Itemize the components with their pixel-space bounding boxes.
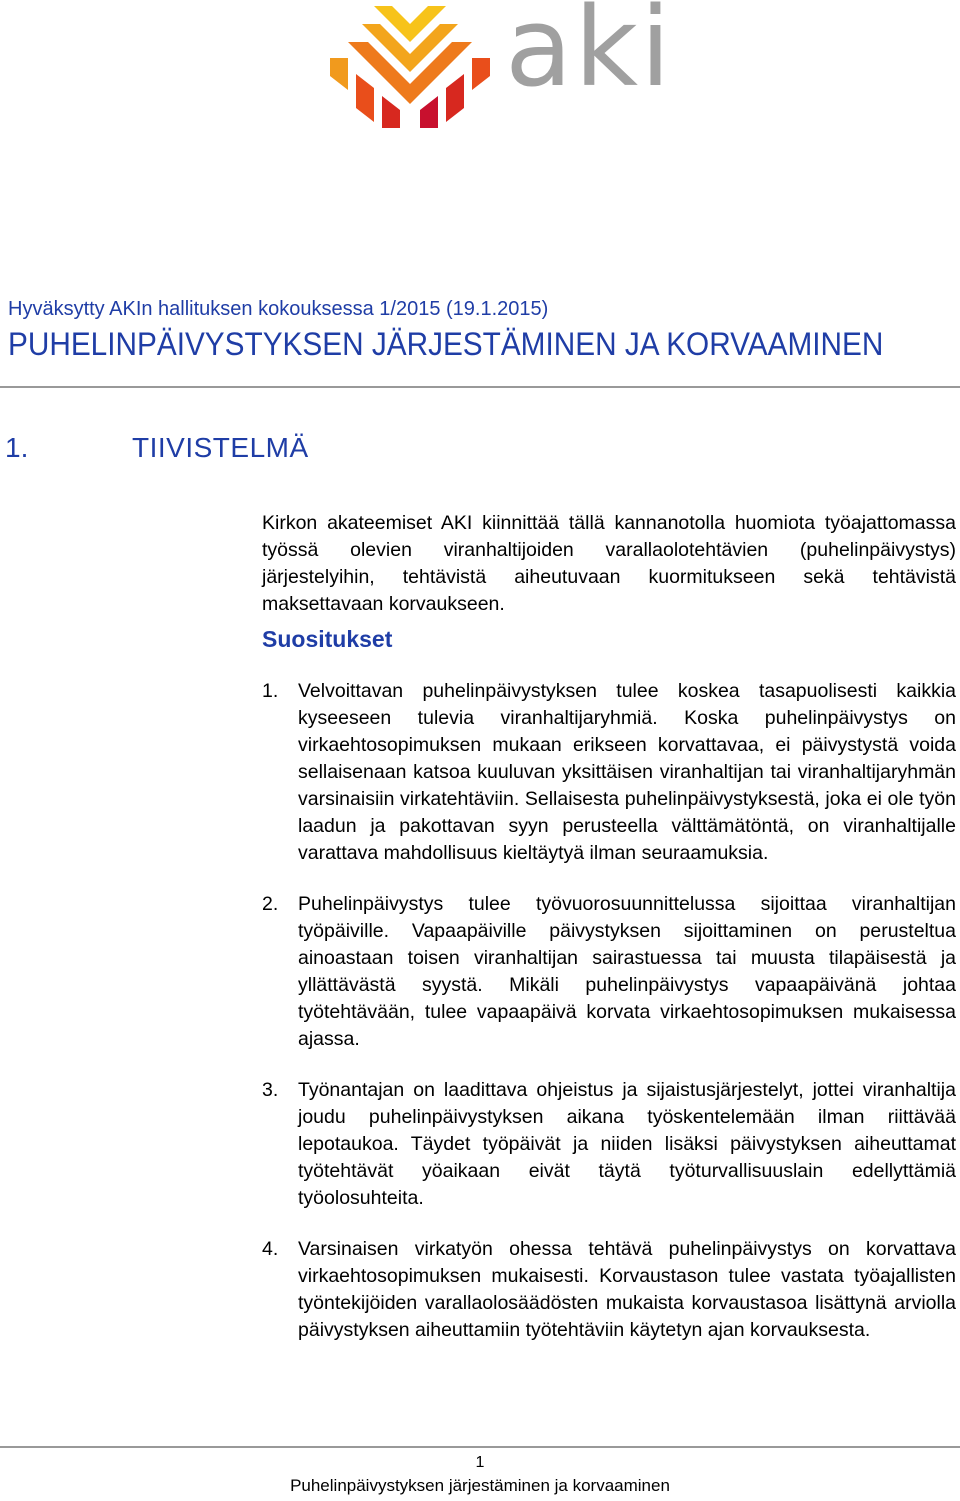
page-number: 1 <box>475 1454 485 1471</box>
list-item-number: 1. <box>262 680 279 702</box>
list-item <box>262 678 956 867</box>
list-item <box>262 891 956 1053</box>
section-title: TIIVISTELMÄ <box>132 432 309 463</box>
approval-note: Hyväksytty AKIn hallituksen kokouksessa 1/2015 (19.1.2015) <box>8 298 549 320</box>
aki-logo-wordmark: aki <box>505 0 673 111</box>
list-item-number: 4. <box>262 1238 279 1260</box>
footer-divider <box>0 1446 960 1448</box>
list-item <box>262 1077 956 1212</box>
list-item <box>262 1236 956 1344</box>
aki-logo-mark-icon <box>330 4 490 128</box>
list-item-text: Velvoittavan puhelinpäivystyksen tulee koskea tasapuolisesti kaikkia kyseeseen tulevia viranhaltijaryhmiä. Koska puhelinpäivystys on virkaehtosopimuksen mukaan erikseen korvattavaa, ei päivystystä voida sellaisenaan katsoa kuuluvan yksittäisen viranhaltijan tai viranhaltijaryhmän varsinaisiin virkatehtäviin. Sellaisesta puhelinpäivystyksestä, joka ei ole työn laadun ja pakottavan syyn perusteella välttämätöntä, on viranhaltijalle varattava mahdollisuus kieltäytyä ilman seuraamuksia. <box>298 680 956 864</box>
recommendations-heading: Suositukset <box>262 626 393 652</box>
intro-paragraph: Kirkon akateemiset AKI kiinnittää tällä kannanotolla huomiota työajattomassa työssä olevien viranhaltijoiden varallaolotehtävien (puhelinpäivystys) järjestelyihin, tehtävistä aiheutuvaan kuormitukseen sekä tehtävistä maksettavaan korvaukseen. <box>262 511 956 615</box>
list-item-text: Varsinaisen virkatyön ohessa tehtävä puhelinpäivystys on korvattava virkaehtosopimuksen mukaisesti. Korvaustason tulee vastata työajallisten työntekijöiden varallaolosäädösten mukaista korvaustasoa lisättynä arviolla päivystyksen aiheuttamiin työtehtäviin käytetyn ajan korvauksesta. <box>298 1238 956 1341</box>
list-item-number: 2. <box>262 893 279 915</box>
header-divider <box>0 386 960 388</box>
section-number: 1. <box>5 432 29 463</box>
list-item-text: Puhelinpäivystys tulee työvuorosuunnittelussa sijoittaa viranhaltijan työpäiville. Vapaapäiville päivystyksen sijoittaminen on perusteltua ainoastaan toisen viranhaltijan sairastuessa tai muusta tilapäisestä ja yllättävästä syystä. Mikäli puhelinpäivystys vapaapäivänä johtaa työtehtävään, tulee vapaapäivä korvata virkaehtosopimuksen mukaisessa ajassa. <box>298 893 956 1050</box>
document-title: PUHELINPÄIVYSTYKSEN JÄRJESTÄMINEN JA KORVAAMINEN <box>8 326 884 362</box>
recommendations-list <box>262 678 956 1368</box>
footer-title: Puhelinpäivystyksen järjestäminen ja korvaaminen <box>290 1476 670 1495</box>
list-item-text: Työnantajan on laadittava ohjeistus ja sijaistusjärjestelyt, jottei viranhaltija joudu puhelinpäivystyksen aikana työskentelemään ilman riittävää lepotaukoa. Täydet työpäivät ja niiden lisäksi päivystyksen aiheuttamat työtehtävät yöaikaan eivät täytä työturvallisuuslain edellyttämiä työolosuhteita. <box>298 1079 956 1209</box>
list-item-number: 3. <box>262 1079 279 1101</box>
